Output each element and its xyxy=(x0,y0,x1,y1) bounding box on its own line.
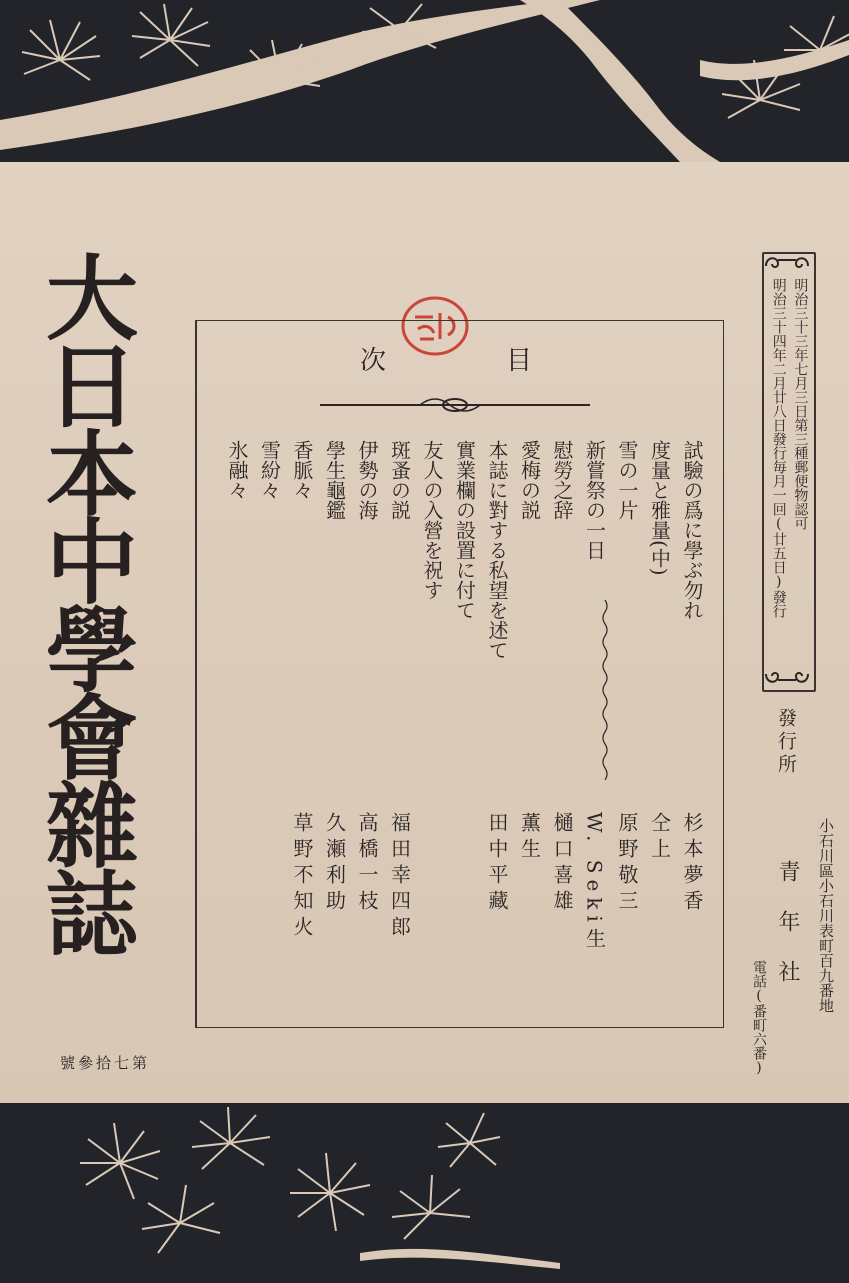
postal-notice-box xyxy=(762,252,816,692)
postal-notice-lines xyxy=(767,278,810,618)
bottom-pine-band xyxy=(0,1103,849,1283)
toc-item-author: 草野不知火 xyxy=(290,812,314,942)
pine-needles-illustration xyxy=(0,1103,849,1283)
toc-item-author: 田中平藏 xyxy=(485,812,509,916)
toc-item-title: 氷融々 xyxy=(225,440,249,500)
toc-item-title: 伊勢の海 xyxy=(355,440,379,520)
publisher-address: 小石川區小石川表町百九番地 xyxy=(817,818,835,1013)
toc-item-author: 杉本夢香 xyxy=(680,812,704,916)
box-ornament-bottom xyxy=(762,666,812,688)
toc-item-title: 度量と雅量(中) xyxy=(647,440,672,576)
wavy-separator xyxy=(600,600,610,780)
toc-item-title: 斑蚤の説 xyxy=(387,440,412,520)
toc-heading-text: 目次 xyxy=(360,346,653,376)
toc-item-title: 友人の入營を祝す xyxy=(420,440,444,600)
issue-number-text: 第七拾參號 xyxy=(60,1054,151,1072)
publisher-name: 青年社 xyxy=(775,860,800,1010)
top-pine-band xyxy=(0,0,849,162)
toc-frame-left-edge xyxy=(195,321,197,1027)
toc-item-author: 樋口喜雄 xyxy=(550,812,574,916)
toc-item-title: 實業欄の設置に付て xyxy=(452,440,477,620)
toc-item-title: 雪紛々 xyxy=(257,440,282,500)
toc-item-title: 慰勞之辞 xyxy=(550,440,574,520)
toc-item-title: 香脈々 xyxy=(290,440,314,500)
toc-item-title: 雪の一片 xyxy=(615,440,639,520)
toc-item-author: 高橋一枝 xyxy=(355,812,379,916)
pine-branch-illustration xyxy=(0,0,849,162)
toc-item-author: 仝上 xyxy=(647,812,672,864)
toc-item-title: 試驗の爲に學ぶ勿れ xyxy=(680,440,704,620)
toc-item-title: 愛梅の説 xyxy=(517,440,542,520)
toc-item-title: 學生龜鑑 xyxy=(322,440,347,520)
ornamental-rule xyxy=(320,394,590,416)
toc-item-title: 本誌に對する私望を述て xyxy=(485,440,509,660)
toc-item-author: 福田幸四郎 xyxy=(387,812,412,942)
box-ornament-top xyxy=(762,252,812,274)
issue-number xyxy=(60,1052,150,1073)
toc-heading xyxy=(360,340,652,377)
postal-notice-line-2: 明治三十四年二月廿八日發行毎月一回(廿五日)發行 xyxy=(770,278,787,618)
magazine-title: 大日本中學會雜誌 xyxy=(31,250,138,954)
publisher-phone: 電話(番町六番) xyxy=(751,960,767,1076)
postal-notice-line-1: 明治三十三年七月三日第三種郵便物認可 xyxy=(792,278,809,530)
toc-item-author: W. Seki生 xyxy=(582,812,607,954)
toc-item-author: 久瀬利助 xyxy=(322,812,347,916)
toc-item-author: 薫生 xyxy=(517,812,542,864)
toc-frame xyxy=(195,320,724,1028)
toc-item-author: 原野敬三 xyxy=(615,812,639,916)
toc-item-title: 新嘗祭の一日 xyxy=(582,440,607,560)
publisher-label: 發行所 xyxy=(775,708,797,777)
